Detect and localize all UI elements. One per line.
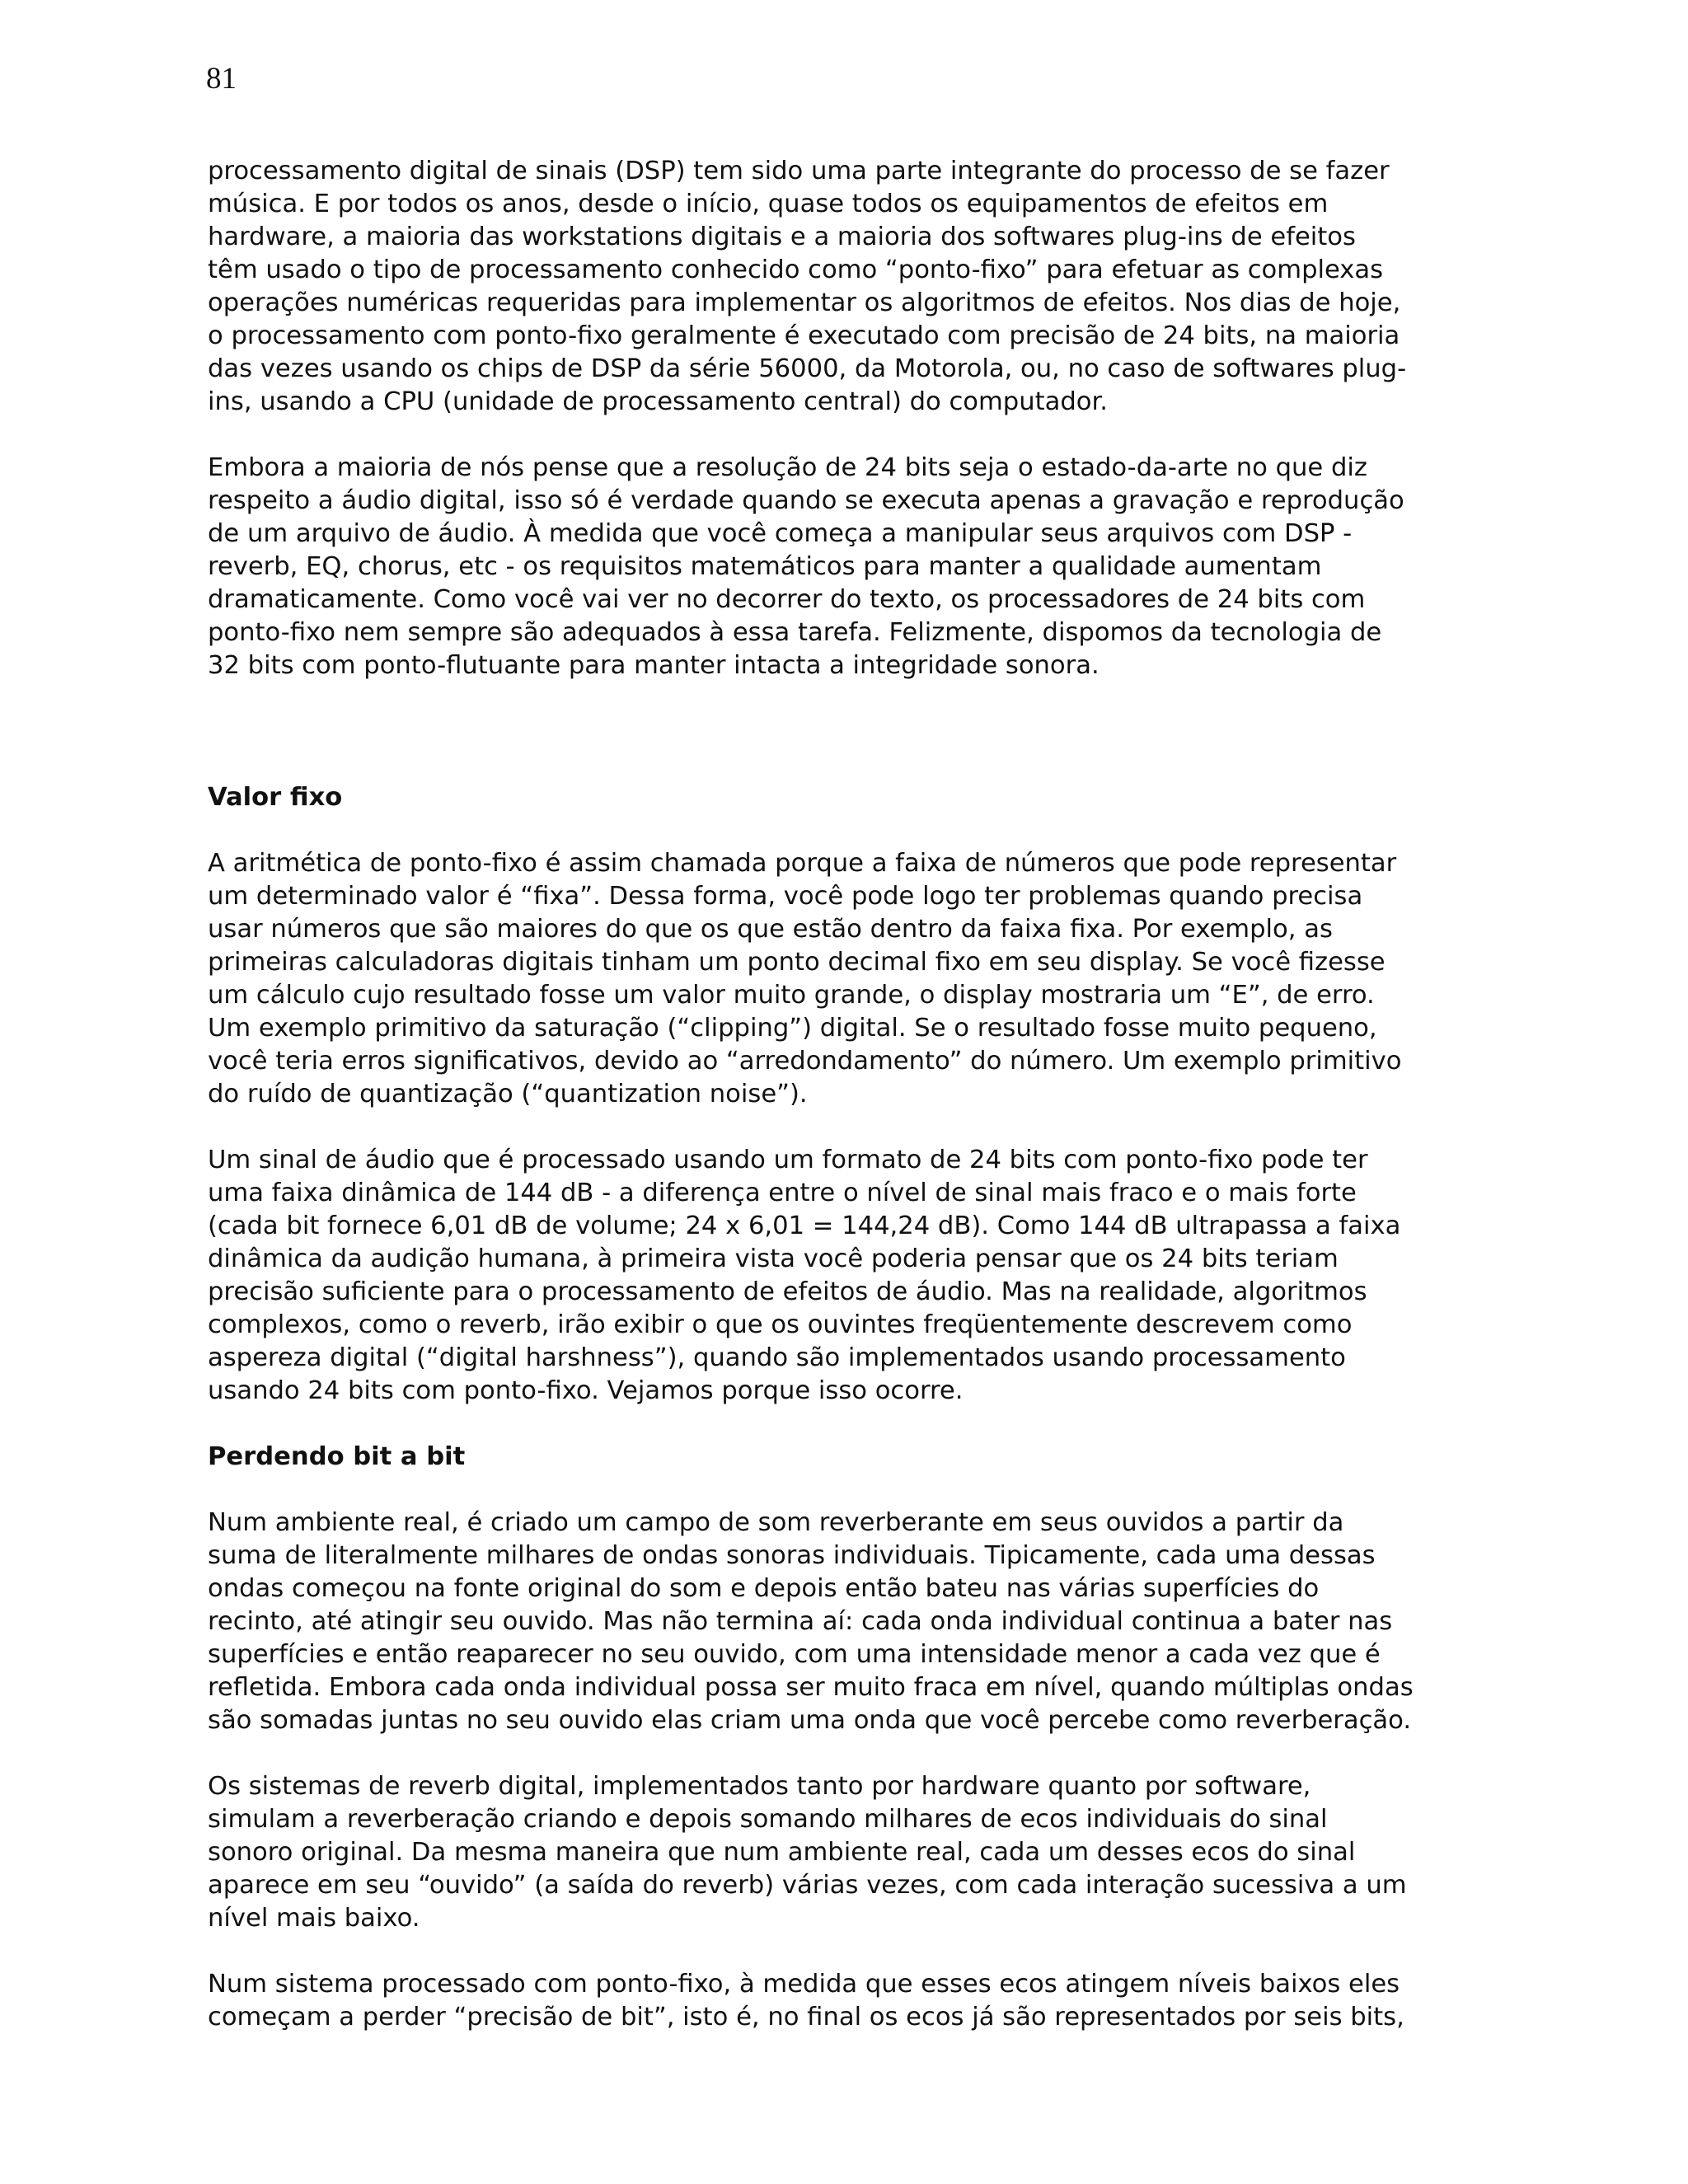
- paragraph-digital-reverb-systems: [208, 1770, 1526, 1935]
- text-line: Num ambiente real, é criado um campo de som reverberante em seus ouvidos a partir da: [208, 1508, 1344, 1537]
- text-line: de um arquivo de áudio. À medida que você começa a manipular seus arquivos com DSP -: [208, 519, 1353, 548]
- text-line: refletida. Embora cada onda individual possa ser muito fraca em nível, quando múltiplas ondas: [208, 1673, 1414, 1702]
- paragraph-dynamic-range: [208, 1144, 1526, 1408]
- text-line: ponto-fixo nem sempre são adequados à essa tarefa. Felizmente, dispomos da tecnologia de: [208, 618, 1382, 647]
- text-line: (cada bit fornece 6,01 dB de volume; 24 x 6,01 = 144,24 dB). Como 144 dB ultrapassa a faixa: [208, 1212, 1401, 1240]
- paragraph-fixed-point-arithmetic: [208, 847, 1526, 1111]
- page-content: [208, 155, 1526, 2034]
- text-line: aparece em seu “ouvido” (a saída do reverb) várias vezes, com cada interação sucessiva a um: [208, 1871, 1407, 1900]
- text-line: têm usado o tipo de processamento conhecido como “ponto-fixo” para efetuar as complexas: [208, 255, 1384, 284]
- paragraph-24-bit-resolution: [208, 452, 1526, 682]
- text-line: Embora a maioria de nós pense que a resolução de 24 bits seja o estado-da-arte no que diz: [208, 453, 1367, 482]
- text-line: música. E por todos os anos, desde o início, quase todos os equipamentos de efeitos em: [208, 190, 1329, 218]
- text-line: sonoro original. Da mesma maneira que num ambiente real, cada um desses ecos do sinal: [208, 1838, 1356, 1867]
- text-line: são somadas juntas no seu ouvido elas criam uma onda que você percebe como reverberação.: [208, 1706, 1412, 1735]
- text-line: operações numéricas requeridas para implementar os algoritmos de efeitos. Nos dias de hoje,: [208, 288, 1401, 317]
- text-line: suma de literalmente milhares de ondas sonoras individuais. Tipicamente, cada uma dessas: [208, 1541, 1376, 1570]
- text-line: uma faixa dinâmica de 144 dB - a diferença entre o nível de sinal mais fraco e o mais forte: [208, 1179, 1357, 1207]
- text-line: 32 bits com ponto-flutuante para manter intacta a integridade sonora.: [208, 651, 1100, 680]
- text-line: simulam a reverberação criando e depois somando milhares de ecos individuais do sinal: [208, 1805, 1328, 1834]
- text-line: começam a perder “precisão de bit”, isto é, no final os ecos já são representados por seis bits,: [208, 2003, 1404, 2032]
- page-number: 81: [206, 62, 237, 96]
- text-line: Um sinal de áudio que é processado usando um formato de 24 bits com ponto-fixo pode ter: [208, 1146, 1368, 1174]
- text-line: reverb, EQ, chorus, etc - os requisitos matemáticos para manter a qualidade aumentam: [208, 552, 1322, 581]
- section-heading-perdendo-bit: Perdendo bit a bit: [208, 1442, 466, 1471]
- text-line: você teria erros significativos, devido ao “arredondamento” do número. Um exemplo primitivo: [208, 1047, 1402, 1076]
- section-heading-valor-fixo: Valor fixo: [208, 783, 343, 812]
- text-line: aspereza digital (“digital harshness”), quando são implementados usando processamento: [208, 1343, 1346, 1372]
- text-line: usando 24 bits com ponto-fixo. Vejamos porque isso ocorre.: [208, 1376, 964, 1405]
- paragraph-fixed-point-echoes: [208, 1968, 1526, 2034]
- text-line: nível mais baixo.: [208, 1904, 420, 1933]
- text-line: primeiras calculadoras digitais tinham um ponto decimal fixo em seu display. Se você fizesse: [208, 948, 1386, 977]
- text-line: ondas começou na fonte original do som e depois então bateu nas várias superfícies do: [208, 1574, 1320, 1603]
- text-line: Os sistemas de reverb digital, implementados tanto por hardware quanto por software,: [208, 1772, 1311, 1801]
- text-line: das vezes usando os chips de DSP da série 56000, da Motorola, ou, no caso de softwares plug-: [208, 354, 1407, 383]
- text-line: complexos, como o reverb, irão exibir o que os ouvintes freqüentemente descrevem como: [208, 1310, 1353, 1339]
- text-line: um cálculo cujo resultado fosse um valor muito grande, o display mostraria um “E”, de erro.: [208, 981, 1375, 1010]
- text-line: superfícies e então reaparecer no seu ouvido, com uma intensidade menor a cada vez que é: [208, 1640, 1381, 1669]
- text-line: processamento digital de sinais (DSP) tem sido uma parte integrante do processo de se fazer: [208, 157, 1390, 185]
- text-line: o processamento com ponto-fixo geralmente é executado com precisão de 24 bits, na maioria: [208, 321, 1400, 350]
- text-line: hardware, a maioria das workstations digitais e a maioria dos softwares plug-ins de efeitos: [208, 223, 1356, 251]
- text-line: um determinado valor é “fixa”. Dessa forma, você pode logo ter problemas quando precisa: [208, 882, 1363, 911]
- text-line: do ruído de quantização (“quantization noise”).: [208, 1080, 808, 1108]
- text-line: Num sistema processado com ponto-fixo, à medida que esses ecos atingem níveis baixos eles: [208, 1970, 1400, 1999]
- text-line: usar números que são maiores do que os que estão dentro da faixa fixa. Por exemplo, as: [208, 915, 1333, 944]
- text-line: A aritmética de ponto-fixo é assim chamada porque a faixa de números que pode representar: [208, 849, 1397, 878]
- text-line: precisão suficiente para o processamento de efeitos de áudio. Mas na realidade, algoritmos: [208, 1277, 1367, 1306]
- paragraph-dsp-intro: [208, 155, 1526, 419]
- text-line: Um exemplo primitivo da saturação (“clipping”) digital. Se o resultado fosse muito pequeno,: [208, 1014, 1377, 1043]
- text-line: ins, usando a CPU (unidade de processamento central) do computador.: [208, 387, 1108, 416]
- text-line: dinâmica da audição humana, à primeira vista você poderia pensar que os 24 bits teriam: [208, 1244, 1339, 1273]
- text-line: dramaticamente. Como você vai ver no decorrer do texto, os processadores de 24 bits com: [208, 585, 1366, 614]
- text-line: recinto, até atingir seu ouvido. Mas não termina aí: cada onda individual continua a bater nas: [208, 1607, 1393, 1636]
- text-line: respeito a áudio digital, isso só é verdade quando se executa apenas a gravação e reprodução: [208, 486, 1404, 515]
- paragraph-real-environment: [208, 1507, 1526, 1737]
